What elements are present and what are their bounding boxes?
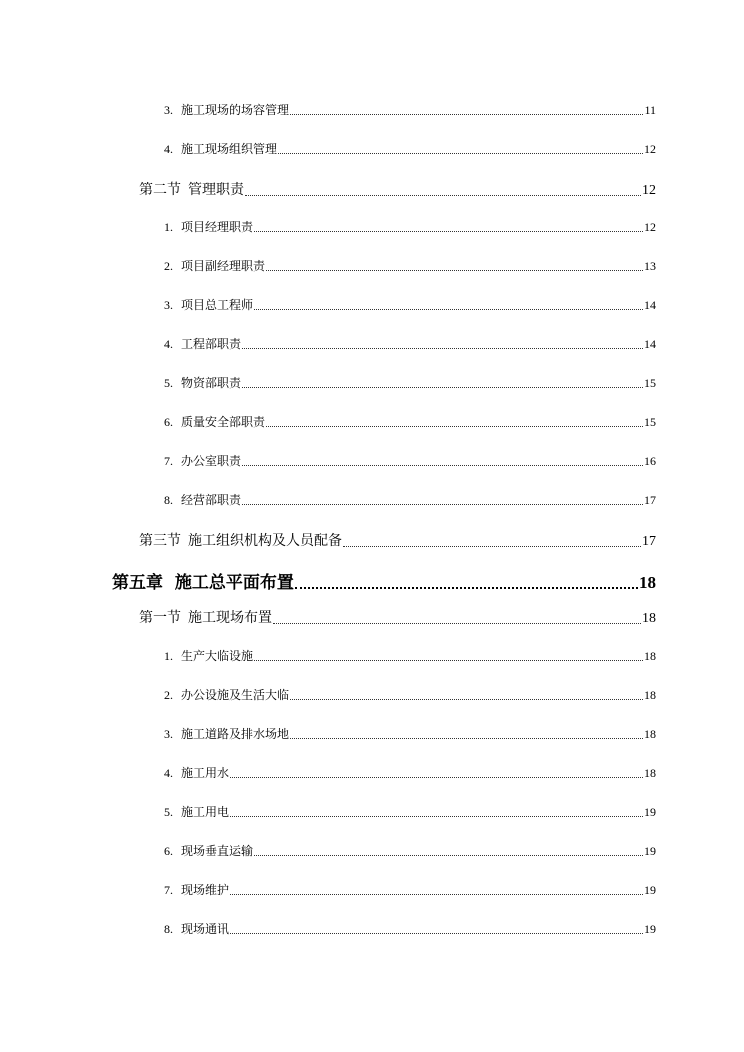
toc-entry-title: 经营部职责 — [181, 493, 242, 507]
toc-entry[interactable] — [164, 686, 656, 703]
toc-page-number: 18 — [644, 766, 656, 780]
toc-entry[interactable] — [164, 491, 656, 508]
toc-entry-numbering: 6. — [164, 415, 173, 429]
toc-page-number: 18 — [642, 611, 656, 626]
toc-dot-leader — [295, 587, 638, 589]
toc-entry-label — [164, 140, 277, 157]
toc-entry[interactable] — [164, 764, 656, 781]
toc-entry-label — [164, 491, 241, 508]
toc-page-number: 15 — [644, 376, 656, 390]
toc-page-number: 11 — [644, 103, 656, 117]
toc-dot-leader — [230, 933, 643, 934]
toc-page-number: 12 — [644, 142, 656, 156]
toc-entry-numbering: 7. — [164, 883, 173, 897]
toc-entry-title: 项目总工程师 — [181, 298, 254, 312]
toc-page-number: 16 — [644, 454, 656, 468]
toc-entry-title: 施工道路及排水场地 — [181, 727, 290, 741]
toc-entry-title: 第三节 施工组织机构及人员配备 — [139, 534, 342, 549]
toc-entry[interactable] — [164, 842, 656, 859]
toc-page-number: 18 — [644, 727, 656, 741]
toc-dot-leader — [242, 465, 643, 466]
toc-entry-label — [164, 101, 289, 118]
toc-entry-label — [164, 881, 229, 898]
toc-entry[interactable] — [164, 296, 656, 313]
toc-entry-title: 施工现场的场容管理 — [181, 103, 290, 117]
toc-entry[interactable] — [164, 881, 656, 898]
toc-entry-title: 第五章 施工总平面布置 — [112, 573, 294, 593]
toc-entry-numbering: 6. — [164, 844, 173, 858]
toc-dot-leader — [266, 426, 643, 427]
toc-page-number: 17 — [642, 534, 656, 549]
toc-entry[interactable] — [164, 374, 656, 391]
toc-entry-label — [164, 335, 241, 352]
toc-entry-title: 第二节 管理职责 — [139, 183, 244, 198]
toc-page-number: 13 — [644, 259, 656, 273]
toc-entry-title: 生产大临设施 — [181, 649, 254, 663]
toc-page-number: 12 — [644, 220, 656, 234]
toc-entry-label — [164, 842, 253, 859]
toc-entry-numbering: 3. — [164, 298, 173, 312]
toc-entry-numbering: 1. — [164, 649, 173, 663]
toc-page-number: 18 — [644, 649, 656, 663]
toc-dot-leader — [242, 348, 643, 349]
toc-entry[interactable] — [164, 335, 656, 352]
toc-entry-title: 项目副经理职责 — [181, 259, 266, 273]
toc-entry-label — [164, 686, 289, 703]
toc-entry[interactable] — [164, 647, 656, 664]
toc-entry-title: 办公室职责 — [181, 454, 242, 468]
toc-page-number: 15 — [644, 415, 656, 429]
toc-entry[interactable] — [164, 803, 656, 820]
toc-entry-label — [164, 647, 253, 664]
toc-page-number: 12 — [642, 183, 656, 198]
toc-page-number: 17 — [644, 493, 656, 507]
toc-page-number: 18 — [644, 688, 656, 702]
toc-entry[interactable] — [164, 452, 656, 469]
toc-page-number: 19 — [644, 883, 656, 897]
toc-entry-numbering: 4. — [164, 142, 173, 156]
toc-dot-leader — [230, 816, 643, 817]
toc-entry-label — [164, 296, 253, 313]
toc-entry-label — [164, 218, 253, 235]
toc-entry-title: 办公设施及生活大临 — [181, 688, 290, 702]
toc-entry-numbering: 4. — [164, 766, 173, 780]
toc-entry[interactable] — [164, 920, 656, 937]
toc-dot-leader — [343, 546, 641, 547]
toc-dot-leader — [242, 504, 643, 505]
toc-entry-numbering: 8. — [164, 922, 173, 936]
toc-entry-label — [164, 452, 241, 469]
toc-entry-label — [164, 413, 265, 430]
toc-entry[interactable] — [139, 530, 656, 550]
toc-entry-numbering: 5. — [164, 805, 173, 819]
toc-entry-label — [164, 374, 241, 391]
toc-entry-title: 施工现场组织管理 — [181, 142, 278, 156]
toc-entry-title: 质量安全部职责 — [181, 415, 266, 429]
toc-dot-leader — [230, 894, 643, 895]
toc-entry[interactable] — [164, 218, 656, 235]
toc-dot-leader — [245, 195, 641, 196]
toc-entry[interactable] — [164, 101, 656, 118]
toc-dot-leader — [290, 699, 643, 700]
toc-dot-leader — [290, 738, 643, 739]
toc-entry-label — [164, 920, 229, 937]
toc-entry-numbering: 3. — [164, 103, 173, 117]
toc-entry[interactable] — [164, 413, 656, 430]
toc-entry-label — [139, 530, 342, 550]
toc-dot-leader — [278, 153, 643, 154]
toc-dot-leader — [254, 855, 643, 856]
toc-page-number: 14 — [644, 337, 656, 351]
toc-page-number: 19 — [644, 922, 656, 936]
toc-dot-leader — [266, 270, 643, 271]
toc-entry[interactable] — [164, 140, 656, 157]
toc-entry-label — [112, 568, 294, 593]
toc-entry[interactable] — [139, 607, 656, 627]
toc-entry-title: 第一节 施工现场布置 — [139, 611, 272, 626]
toc-entry-title: 现场维护 — [181, 883, 230, 897]
toc-entry-title: 现场垂直运输 — [181, 844, 254, 858]
toc-dot-leader — [273, 623, 641, 624]
toc-entry[interactable] — [164, 257, 656, 274]
toc-dot-leader — [242, 387, 643, 388]
toc-entry-numbering: 1. — [164, 220, 173, 234]
toc-entry-title: 施工用电 — [181, 805, 230, 819]
toc-entry-numbering: 2. — [164, 259, 173, 273]
toc-page-number: 18 — [639, 573, 656, 592]
toc-entry-label — [139, 607, 272, 627]
toc-entry-numbering: 2. — [164, 688, 173, 702]
toc-entry-label — [164, 725, 289, 742]
toc-dot-leader — [254, 231, 643, 232]
toc-entry-title: 物资部职责 — [181, 376, 242, 390]
toc-entry-numbering: 4. — [164, 337, 173, 351]
toc-entry-numbering: 8. — [164, 493, 173, 507]
toc-entry-numbering: 5. — [164, 376, 173, 390]
toc-entry-numbering: 7. — [164, 454, 173, 468]
toc-entry[interactable] — [164, 725, 656, 742]
toc-entry-title: 项目经理职责 — [181, 220, 254, 234]
toc-entry-label — [164, 764, 229, 781]
toc-dot-leader — [290, 114, 643, 115]
toc-dot-leader — [254, 660, 643, 661]
toc-page-number: 14 — [644, 298, 656, 312]
toc-entry-label — [164, 803, 229, 820]
toc-entry-title: 现场通讯 — [181, 922, 230, 936]
toc-entry-label — [164, 257, 265, 274]
toc-entry-label — [139, 179, 244, 199]
toc-entry-numbering: 3. — [164, 727, 173, 741]
toc-entry-title: 施工用水 — [181, 766, 230, 780]
toc-page-number: 19 — [644, 805, 656, 819]
toc-dot-leader — [230, 777, 643, 778]
toc-entry[interactable] — [112, 568, 656, 593]
toc-entry-title: 工程部职责 — [181, 337, 242, 351]
toc-page-number: 19 — [644, 844, 656, 858]
toc-dot-leader — [254, 309, 643, 310]
toc-entry[interactable] — [139, 179, 656, 199]
